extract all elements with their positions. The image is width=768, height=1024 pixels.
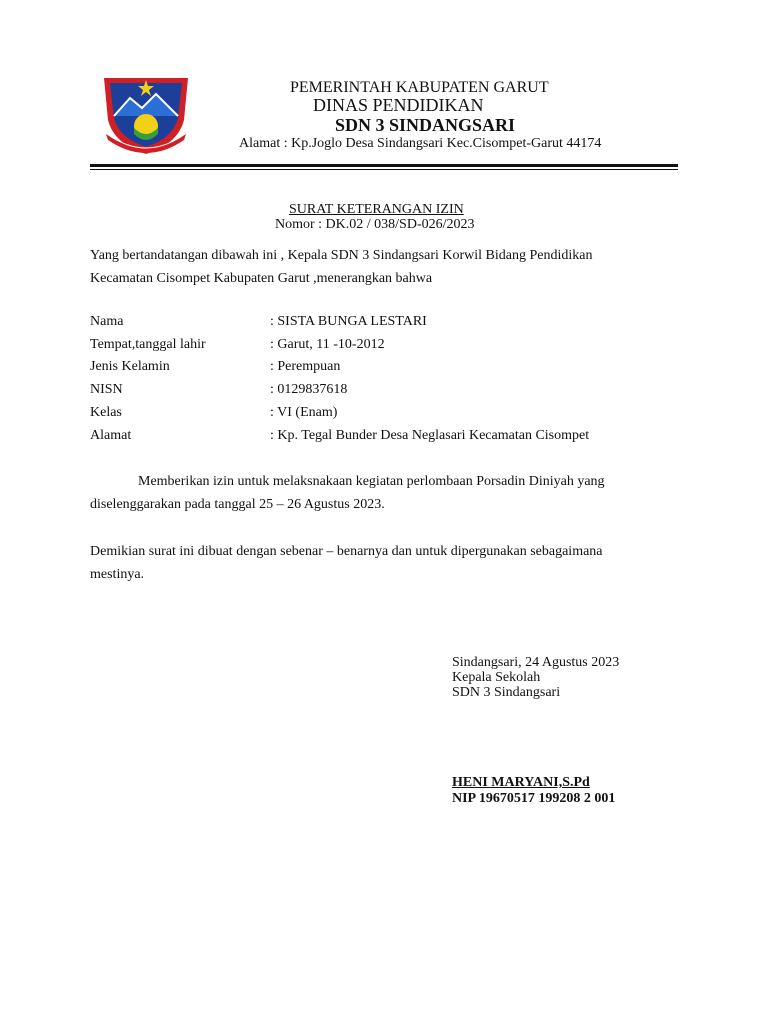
field-value-nama: : SISTA BUNGA LESTARI	[270, 314, 427, 329]
intro-paragraph	[90, 244, 690, 290]
field-value-gender: : Perempuan	[270, 359, 341, 374]
closing-paragraph	[90, 540, 690, 586]
signatory-nip: NIP 19670517 199208 2 001	[452, 791, 616, 806]
intro-line: Yang bertandatangan dibawah ini , Kepala SDN 3 Sindangsari Korwil Bidang Pendidikan	[90, 248, 593, 263]
field-value-class: : VI (Enam)	[270, 405, 338, 420]
field-label-class: Kelas	[90, 405, 122, 420]
permission-paragraph	[90, 470, 690, 516]
field-label-address: Alamat	[90, 428, 132, 443]
school-address: Alamat : Kp.Joglo Desa Sindangsari Kec.Cisompet-Garut 44174	[239, 136, 602, 151]
closing-line: mestinya.	[90, 567, 145, 582]
field-label-nisn: NISN	[90, 382, 123, 397]
letter-number: Nomor : DK.02 / 038/SD-026/2023	[275, 217, 475, 232]
permission-line: diselenggarakan pada tanggal 25 – 26 Agustus 2023.	[90, 497, 385, 512]
signature-position: Kepala Sekolah	[452, 670, 541, 685]
field-label-nama: Nama	[90, 314, 124, 329]
field-value-nisn: : 0129837618	[270, 382, 348, 397]
field-value-address: : Kp. Tegal Bunder Desa Neglasari Kecamatan Cisompet	[270, 428, 590, 443]
signatory-name: HENI MARYANI,S.Pd	[452, 775, 590, 790]
letterhead-divider	[90, 164, 678, 167]
field-label-gender: Jenis Kelamin	[90, 359, 170, 374]
field-value-birth: : Garut, 11 -10-2012	[270, 337, 385, 352]
signature-place-date: Sindangsari, 24 Agustus 2023	[452, 655, 620, 670]
permission-line: Memberikan izin untuk melaksnakaan kegiatan perlombaan Porsadin Diniyah yang	[138, 474, 605, 489]
agency-name: DINAS PENDIDIKAN	[313, 95, 484, 115]
school-name: SDN 3 SINDANGSARI	[335, 115, 516, 135]
letter-title: SURAT KETERANGAN IZIN	[289, 202, 464, 217]
government-name: PEMERINTAH KABUPATEN GARUT	[290, 79, 549, 96]
closing-line: Demikian surat ini dibuat dengan sebenar – benarnya dan untuk dipergunakan sebagaimana	[90, 544, 603, 559]
intro-line: Kecamatan Cisompet Kabupaten Garut ,menerangkan bahwa	[90, 271, 433, 286]
signature-school: SDN 3 Sindangsari	[452, 685, 561, 700]
garut-regency-emblem-icon	[96, 68, 196, 156]
letterhead-divider-thin	[90, 169, 678, 170]
field-label-birth: Tempat,tanggal lahir	[90, 337, 206, 352]
